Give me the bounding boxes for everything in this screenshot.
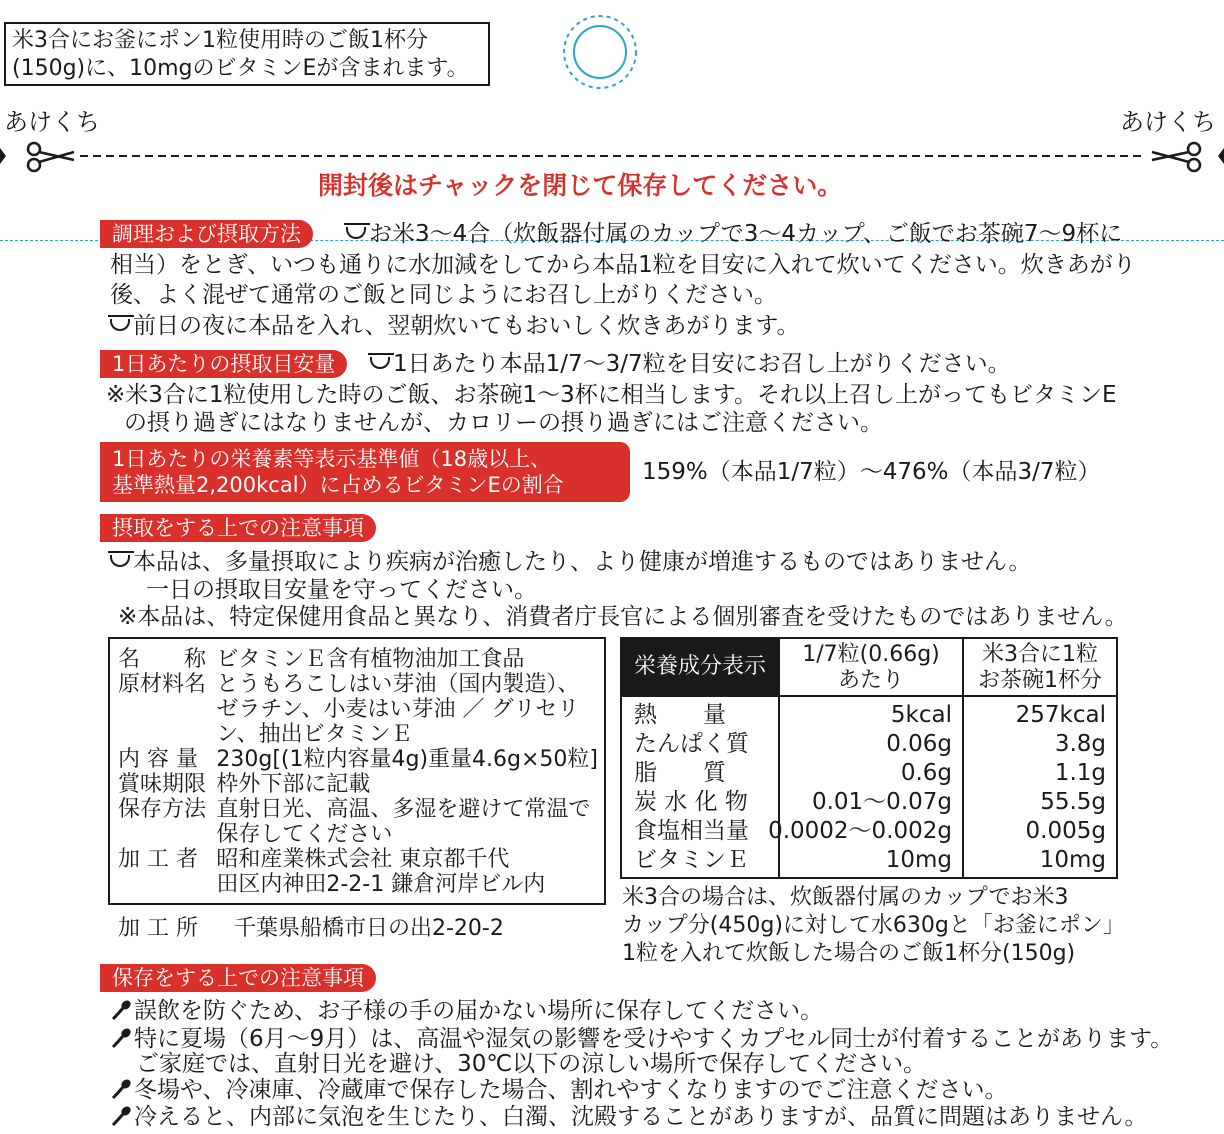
nutrition-row: [622, 759, 1116, 788]
product-info-value: とうもろこしはい芽油（国内製造）、: [216, 672, 580, 697]
product-info-key: 加 工 者: [118, 847, 198, 872]
caution-line3: ※本品は、特定保健用食品と異なり、消費者庁長官による個別審査を受けたものではありません。: [118, 604, 1128, 630]
product-info-value: 田区内神田2-2-1 鎌倉河岸ビル内: [216, 872, 546, 897]
product-info-key: [118, 722, 216, 747]
product-info-table: [118, 647, 598, 897]
storage-line3: ご家庭では、直射日光を避け、30℃以下の涼しい場所で保存してください。: [136, 1051, 927, 1077]
daily-label: 1日あたりの摂取目安量: [100, 350, 347, 378]
product-info-value: 230g[(1粒内容量4g)重量4.6g×50粒]: [216, 747, 598, 772]
top-note-box: [4, 22, 490, 86]
storage-line2: 特に夏場（6月～9月）は、高温や湿気の影響を受けやすくカプセル同士が付着することがあります。: [110, 1024, 1173, 1054]
bowl-icon: [370, 357, 390, 369]
product-info-value: ン、抽出ビタミンＥ: [216, 722, 413, 747]
product-info-value: 枠外下部に記載: [216, 772, 371, 797]
factory-key: 加 工 所: [118, 916, 198, 941]
product-info-value: ゼラチン、小麦はい芽油 ／ グリセリ: [216, 697, 580, 722]
storage-line5: 冷えると、内部に気泡を生じたり、白濁、沈殿することがありますが、品質に問題はありません。: [110, 1102, 1147, 1132]
spoon-icon: [110, 1078, 132, 1100]
daily-line3: の摂り過ぎにはなりませんが、カロリーの摂り過ぎにはご注意ください。: [124, 410, 883, 436]
storage-line1: 誤飲を防ぐため、お子様の手の届かない場所に保存してください。: [110, 996, 823, 1026]
spoon-icon: [110, 999, 132, 1021]
nutrition-value-per-capsule: 0.6g: [900, 760, 952, 786]
nutrition-value-per-bowl: 1.1g: [1054, 760, 1106, 786]
product-info-row: [118, 747, 598, 772]
nutrition-col2-header: 米3合に1粒 お茶碗1杯分: [962, 639, 1116, 695]
product-info-row: [118, 797, 598, 822]
nutrition-value-per-bowl: 257kcal: [1015, 702, 1106, 728]
product-info-row: [118, 847, 598, 872]
nutrition-name: たんぱく質: [634, 731, 749, 757]
bowl-icon: [346, 227, 366, 239]
cooking-line3: 後、よく混ぜて通常のご飯と同じようにお召し上がりください。: [110, 282, 777, 308]
cut-line[interactable]: [0, 138, 1224, 174]
nutrition-name: ビタミンＥ: [634, 847, 749, 873]
nutrition-name: 脂 質: [634, 760, 726, 786]
nutrition-title: 栄養成分表示: [622, 639, 778, 695]
open-label-right: あけくち: [1120, 108, 1216, 136]
nutrition-value-per-capsule: 5kcal: [890, 702, 952, 728]
ratio-value: 159%（本品1/7粒）～476%（本品3/7粒）: [642, 459, 1101, 485]
nutrition-value-per-bowl: 0.005g: [1025, 818, 1106, 844]
nutrition-value-per-capsule: 10mg: [885, 847, 952, 873]
nutrition-row: [622, 701, 1116, 730]
nutrition-table-box: [620, 637, 1118, 879]
product-info-key: 賞味期限: [118, 772, 207, 797]
bowl-icon: [110, 319, 130, 331]
product-info-key: 原材料名: [118, 672, 207, 697]
nutrition-value-per-capsule: 0.01～0.07g: [811, 789, 952, 815]
nutrition-note-line2: カップ分(450g)に対して水630gと「お釜にポン」: [622, 913, 1125, 938]
product-info-key: [118, 697, 216, 722]
product-info-value: 直射日光、高温、多湿を避けて常温で: [216, 797, 591, 822]
top-note-line2: (150g)に、10mgのビタミンEが含まれます。: [12, 56, 469, 81]
open-label-left: あけくち: [4, 108, 100, 136]
seal-heading: 開封後はチャックを閉じて保存してください。: [318, 171, 843, 200]
product-info-box: [108, 637, 606, 905]
ratio-label-line1: 1日あたりの栄養素等表示基準値（18歳以上、: [112, 447, 552, 471]
cooking-line4: 前日の夜に本品を入れ、翌朝炊いてもおいしく炊きあがります。: [110, 312, 800, 341]
scissors-icon-left: [28, 143, 74, 171]
spoon-icon: [110, 1105, 132, 1127]
nutrition-name: 熱 量: [634, 702, 726, 728]
nutrition-name: 食塩相当量: [634, 818, 749, 844]
nutrition-rows: [622, 701, 1116, 875]
nutrition-row: [622, 788, 1116, 817]
storage-label: 保存をする上での注意事項: [100, 964, 376, 992]
nutrition-col1-header: 1/7粒(0.66g) あたり: [778, 639, 962, 695]
print-guide-circles: [560, 0, 640, 104]
cooking-line1: お米3～4合（炊飯器付属のカップで3～4カップ、ご飯でお茶碗7～9杯に: [346, 220, 1122, 249]
scissors-icon-right: [1152, 143, 1200, 171]
nutrition-note-line1: 米3合の場合は、炊飯器付属のカップでお米3: [622, 885, 1069, 910]
daily-line1: 1日あたり本品1/7～3/7粒を目安にお召し上がりください。: [370, 350, 1011, 379]
caution-line2: 一日の摂取目安量を守ってください。: [146, 577, 537, 603]
nutrition-note: [622, 884, 1125, 968]
product-info-key: 名 称: [118, 647, 207, 672]
product-info-value: 昭和産業株式会社 東京都千代: [216, 847, 510, 872]
product-info-key: 保存方法: [118, 797, 207, 822]
ratio-label-line2: 基準熱量2,200kcal）に占めるビタミンEの割合: [112, 473, 564, 497]
nutrition-name: 炭 水 化 物: [634, 789, 748, 815]
spoon-icon: [110, 1027, 132, 1049]
top-note-line1: 米3合にお釜にポン1粒使用時のご飯1杯分: [12, 28, 428, 53]
product-info-value: 保存してください: [216, 822, 393, 847]
product-info-row: [118, 872, 598, 897]
caution-label: 摂取をする上での注意事項: [100, 514, 376, 542]
nutrition-value-per-bowl: 3.8g: [1054, 731, 1106, 757]
cooking-label: 調理および摂取方法: [100, 220, 313, 248]
daily-line2: ※米3合に1粒使用した時のご飯、お茶碗1～3杯に相当します。それ以上召し上がってもビタミンE: [106, 382, 1117, 408]
product-info-row: [118, 697, 598, 722]
product-info-key: [118, 872, 216, 897]
product-info-row: [118, 647, 598, 672]
product-info-row: [118, 672, 598, 697]
product-info-key: 内 容 量: [118, 747, 198, 772]
nutrition-value-per-capsule: 0.06g: [886, 731, 952, 757]
nutrition-row: [622, 817, 1116, 846]
product-info-value: ビタミンＥ含有植物油加工食品: [216, 647, 525, 672]
factory-row: [118, 914, 504, 943]
caution-line1: 本品は、多量摂取により疾病が治癒したり、より健康が増進するものではありません。: [110, 548, 1031, 577]
ratio-label-box: [100, 442, 630, 502]
product-info-key: [118, 822, 216, 847]
nutrition-value-per-capsule: 0.0002～0.002g: [768, 818, 952, 844]
nutrition-value-per-bowl: 10mg: [1039, 847, 1106, 873]
product-info-row: [118, 772, 598, 797]
cooking-line2: 相当）をとぎ、いつも通りに水加減をしてから本品1粒を目安に入れて炊いてください。炊きあがり: [110, 252, 1136, 278]
product-info-row: [118, 822, 598, 847]
nutrition-row: [622, 846, 1116, 875]
nutrition-note-line3: 1粒を入れて炊飯した場合のご飯1杯分(150g): [622, 941, 1076, 966]
bowl-icon: [110, 555, 130, 567]
nutrition-value-per-bowl: 55.5g: [1040, 789, 1106, 815]
nutrition-row: [622, 730, 1116, 759]
factory-value: 千葉県船橋市日の出2-20-2: [234, 916, 504, 941]
product-info-row: [118, 722, 598, 747]
storage-line4: 冬場や、冷凍庫、冷蔵庫で保存した場合、割れやすくなりますのでご注意ください。: [110, 1075, 1008, 1105]
